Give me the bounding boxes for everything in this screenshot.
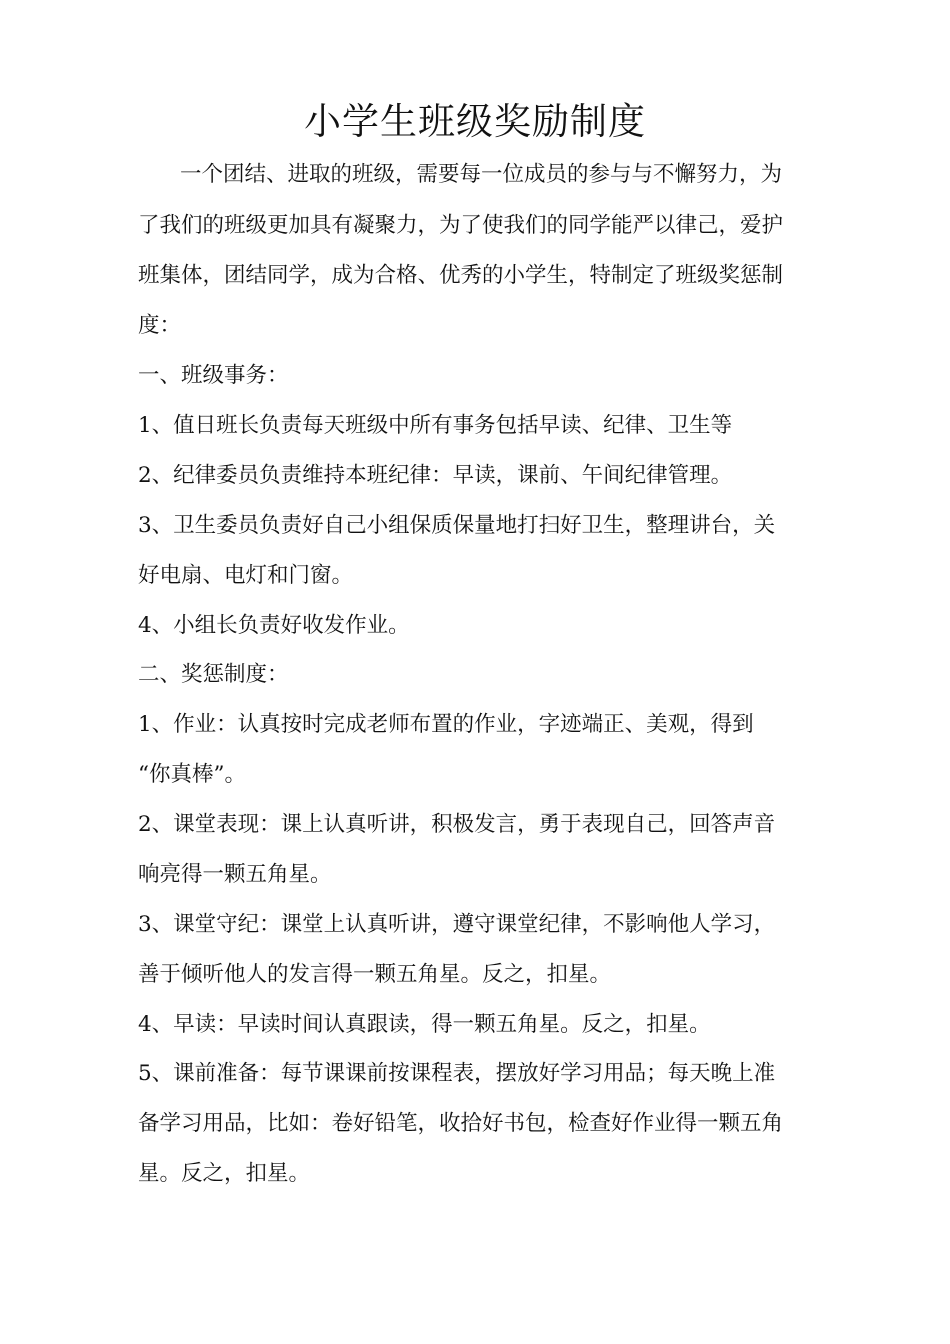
affairs-item-2: 2、纪律委员负责维持本班纪律：早读，课前、午间纪律管理。: [138, 463, 733, 488]
rewards-item-1-line-2: “你真棒”。: [138, 762, 246, 787]
rewards-item-1-line-1: 1、作业：认真按时完成老师布置的作业，字迹端正、美观，得到: [138, 712, 754, 737]
rewards-item-3-line-1: 3、课堂守纪：课堂上认真听讲，遵守课堂纪律，不影响他人学习，: [138, 912, 776, 937]
intro-line-2: 了我们的班级更加具有凝聚力，为了使我们的同学能严以律己，爱护: [138, 213, 784, 238]
intro-line-1: 一个团结、进取的班级，需要每一位成员的参与与不懈努力，为: [180, 162, 783, 187]
intro-line-3: 班集体，团结同学，成为合格、优秀的小学生，特制定了班级奖惩制: [138, 263, 784, 288]
rewards-item-5-line-1: 5、课前准备：每节课课前按课程表，摆放好学习用品；每天晚上准: [138, 1061, 776, 1086]
document-title: 小学生班级奖励制度: [304, 100, 646, 143]
intro-line-4: 度：: [138, 313, 182, 338]
rewards-item-3-line-2: 善于倾听他人的发言得一颗五角星。反之，扣星。: [138, 962, 612, 987]
rewards-item-2-line-2: 响亮得一颗五角星。: [138, 862, 332, 887]
section-heading-rewards: 二、奖惩制度：: [138, 662, 289, 687]
affairs-item-3-line-1: 3、卫生委员负责好自己小组保质保量地打扫好卫生，整理讲台，关: [138, 513, 776, 538]
affairs-item-4: 4、小组长负责好收发作业。: [138, 613, 410, 638]
affairs-item-3-line-2: 好电扇、电灯和门窗。: [138, 563, 354, 588]
rewards-item-4: 4、早读：早读时间认真跟读，得一颗五角星。反之，扣星。: [138, 1012, 711, 1037]
rewards-item-5-line-3: 星。反之，扣星。: [138, 1161, 311, 1186]
rewards-item-5-line-2: 备学习用品，比如：卷好铅笔，收拾好书包，检查好作业得一颗五角: [138, 1111, 784, 1136]
rewards-item-2-line-1: 2、课堂表现：课上认真听讲，积极发言，勇于表现自己，回答声音: [138, 812, 776, 837]
section-heading-class-affairs: 一、班级事务：: [138, 363, 289, 388]
affairs-item-1: 1、值日班长负责每天班级中所有事务包括早读、纪律、卫生等: [138, 413, 733, 438]
